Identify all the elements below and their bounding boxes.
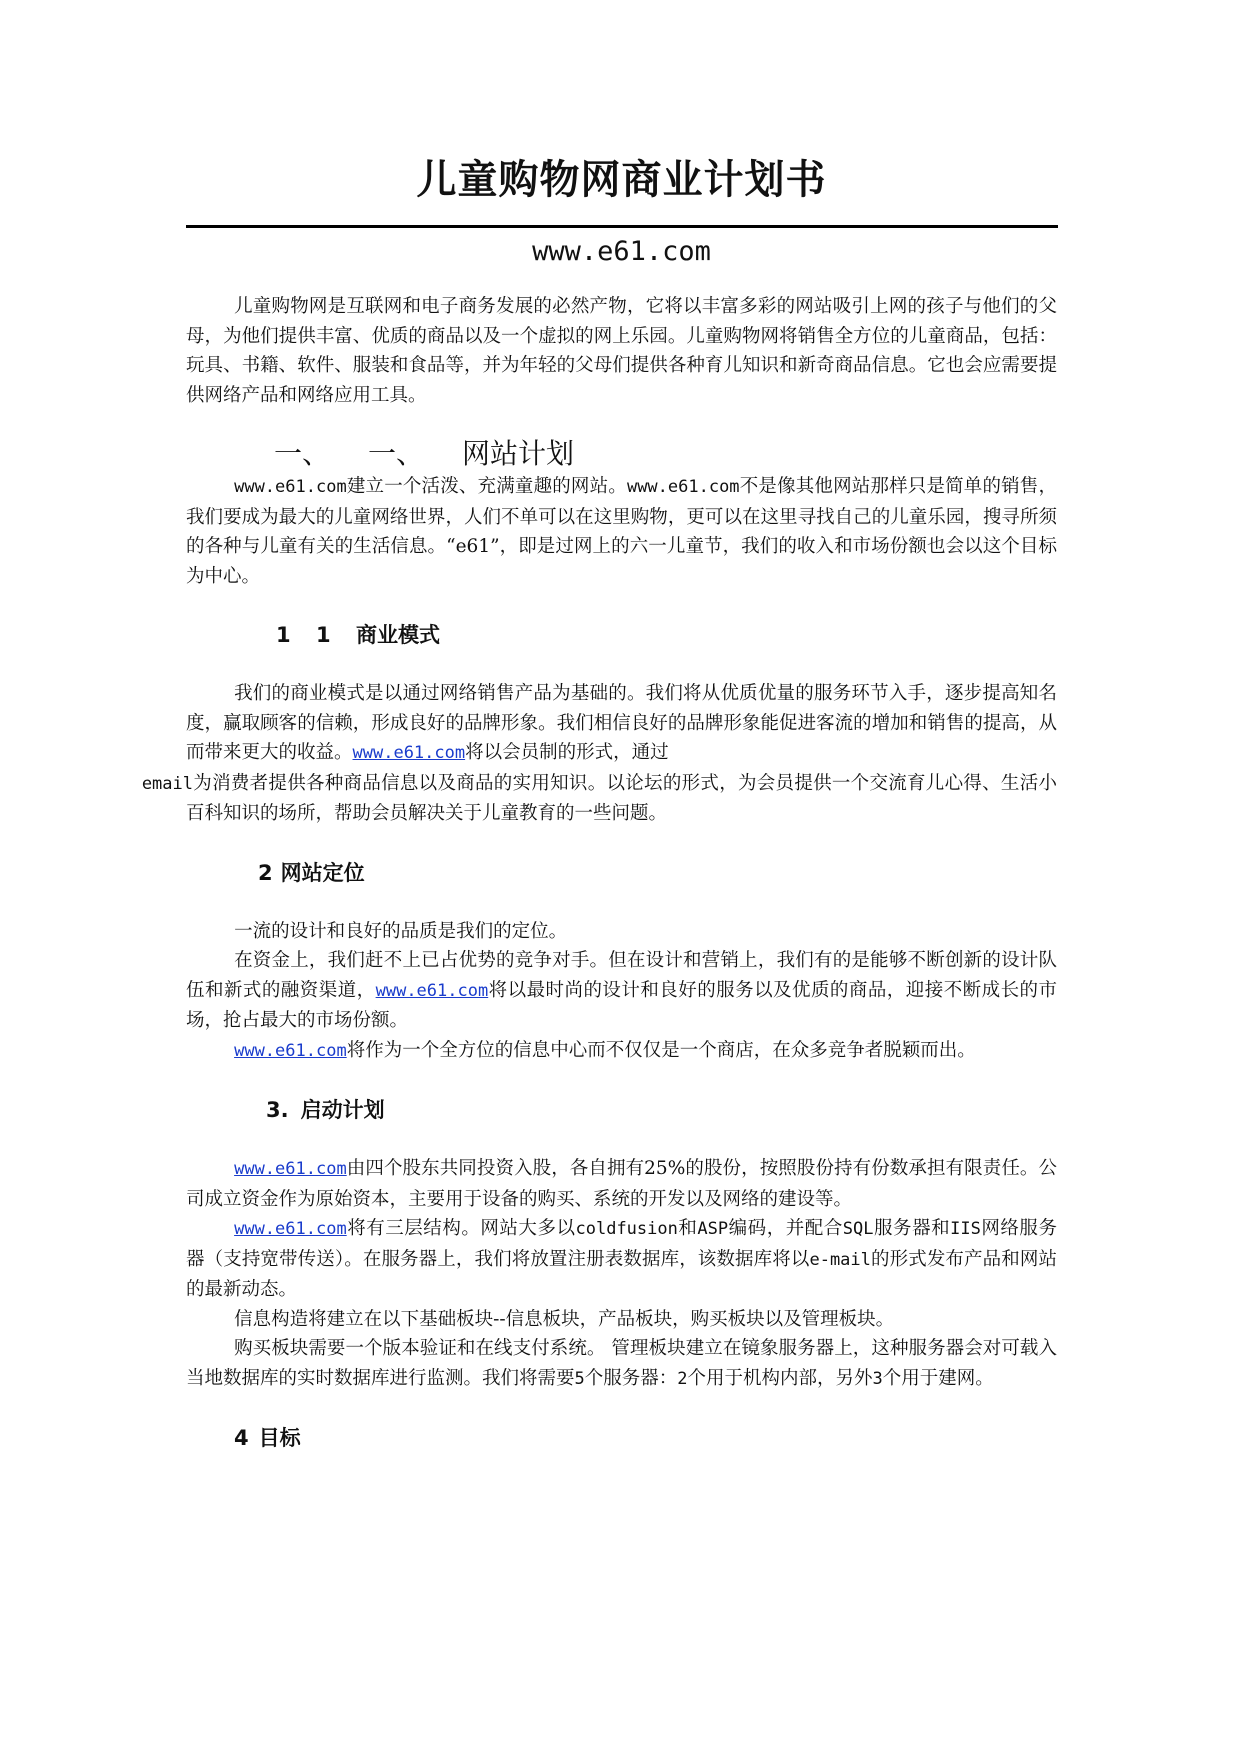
document-title: 儿童购物网商业计划书 [416,157,827,203]
positioning-paragraph-1: 一流的设计和良好的品质是我们的定位。 [234,920,568,942]
site-link[interactable]: www.e61.com [375,980,489,1001]
positioning-paragraph-3 [186,1036,1057,1067]
subsection-number: 2 [258,860,273,885]
paragraph-text: 的形式发布产品和网站的最新动态。 [186,1248,1057,1300]
paragraph-text: 网络服务器（支持宽带传送）。在服务器上，我们将放置注册表数据库，该数据库将以 [186,1218,1057,1270]
subsection-title: 启动计划 [300,1098,385,1122]
paragraph-text: 个用于建网。 [882,1367,994,1389]
tech-term: ASP [697,1219,729,1239]
subsection-title: 目标 [258,1426,301,1450]
launch-plan-paragraph-3: 信息构造将建立在以下基础板块--信息板块，产品板块，购买板块以及管理板块。 [234,1308,895,1330]
paragraph-text: 由四个股东共同投资入股，各自拥有25%的股份，按照股份持有份数承担有限责任。公司成立资金作为原始资本，主要用于设备的购买、系统的开发以及网络的建设等。 [186,1158,1057,1210]
subsection-heading-positioning [186,857,1057,889]
paragraph-text: 将以会员制的形式，通过 [465,742,669,763]
website-plan-paragraph [186,472,1057,591]
tech-term: e-mail [809,1249,871,1270]
site-link[interactable]: www.e61.com [234,1219,347,1239]
number-text: 2 [677,1368,688,1389]
site-link[interactable]: www.e61.com [234,1040,347,1061]
section-number: 一、 [274,437,331,470]
site-link[interactable]: www.e61.com [352,743,466,763]
section-heading-website-plan [186,436,1057,472]
launch-plan-paragraph-4 [186,1334,1057,1394]
subsection-number: 4 [234,1426,249,1450]
paragraph-text: 服务器和 [873,1218,951,1239]
paragraph-text: 我们的商业模式是以通过网络销售产品为基础的。我们将从优质优量的服务环节入手，逐步提高知名度，赢取顾客的信赖，形成良好的品牌形象。我们相信良好的品牌形象能促进客流的增加和销售的提高，从而带来更大的收益。 [186,683,1057,763]
subsection-heading-goals [186,1422,1057,1454]
paragraph-text: 个用于机构内部，另外 [687,1367,873,1389]
business-model-paragraph [141,679,1057,829]
paragraph-text: 和 [677,1218,698,1239]
paragraph-text: 不是像其他网站那样只是简单的销售，我们要成为最大的儿童网络世界，人们不单可以在这里购物，更可以在这里寻找自己的儿童乐园，搜寻所须的各种与儿童有关的生活信息。“e61”，即是过网上的六一儿童节，我们的收入和市场份额也会以这个目标为中心。 [186,476,1057,587]
tech-term: IIS [950,1219,981,1239]
launch-plan-paragraph-2 [186,1214,1057,1305]
site-link[interactable]: www.e61.com [234,1159,347,1179]
paragraph-text: 在资金上，我们赶不上已占优势的竞争对手。但在设计和营销上，我们有的是能够不断创新的设计队伍和新式的融资渠道， [186,950,1057,1001]
paragraph-text: 将以最时尚的设计和良好的服务以及优质的商品，迎接不断成长的市场，抢占最大的市场份额。 [186,979,1057,1031]
title-divider [186,225,1058,228]
site-url-text: www.e61.com [626,477,740,497]
paragraph-text: 将有三层结构。网站大多以 [346,1218,576,1239]
paragraph-text: 为消费者提供各种商品信息以及商品的实用知识。以论坛的形式，为会员提供一个交流育儿心得、生活小百科知识的场所，帮助会员解决关于儿童教育的一些问题。 [186,772,1057,824]
subsection-title: 商业模式 [356,623,440,647]
launch-plan-paragraph-1 [186,1154,1057,1214]
section-number-repeat: 一、 [368,437,425,470]
section-title: 网站计划 [462,437,575,470]
document-body [141,292,1057,1482]
paragraph-text: 建立一个活泼、充满童趣的网站。 [346,476,627,497]
paragraph-text: 购买板块需要一个版本验证和在线支付系统。 管理板块建立在镜象服务器上，这种服务器会对可载入当地数据库的实时数据库进行监测。我们将需要 [186,1338,1057,1389]
number-text: 5 [574,1368,585,1389]
tech-term: SQL [842,1219,874,1239]
subsection-number: 3. [266,1098,289,1122]
site-url-text: www.e61.com [234,477,347,497]
positioning-paragraph-2 [186,946,1057,1036]
subsection-number: 1 [276,623,291,647]
paragraph-text: 编码，并配合 [728,1218,843,1239]
paragraph-text: 个服务器： [584,1367,678,1389]
number-text: 3 [872,1368,883,1389]
document-subtitle-url: www.e61.com [532,236,711,267]
subsection-heading-launch-plan [186,1094,1057,1126]
email-word: email [141,773,193,794]
subsection-heading-business-model [186,619,1057,651]
intro-paragraph: 儿童购物网是互联网和电子商务发展的必然产物，它将以丰富多彩的网站吸引上网的孩子与他们的父母，为他们提供丰富、优质的商品以及一个虚拟的网上乐园。儿童购物网将销售全方位的儿童商品，包括：玩具、书籍、软件、服装和食品等，并为年轻的父母们提供各种育儿知识和新奇商品信息。它也会应需要提供网络产品和网络应用工具。 [186,296,1057,406]
subsection-title: 网站定位 [280,860,365,885]
tech-term: coldfusion [575,1219,678,1239]
paragraph-text: 将作为一个全方位的信息中心而不仅仅是一个商店，在众多竞争者脱颖而出。 [346,1039,976,1061]
subsection-number-repeat: 1 [316,623,331,647]
